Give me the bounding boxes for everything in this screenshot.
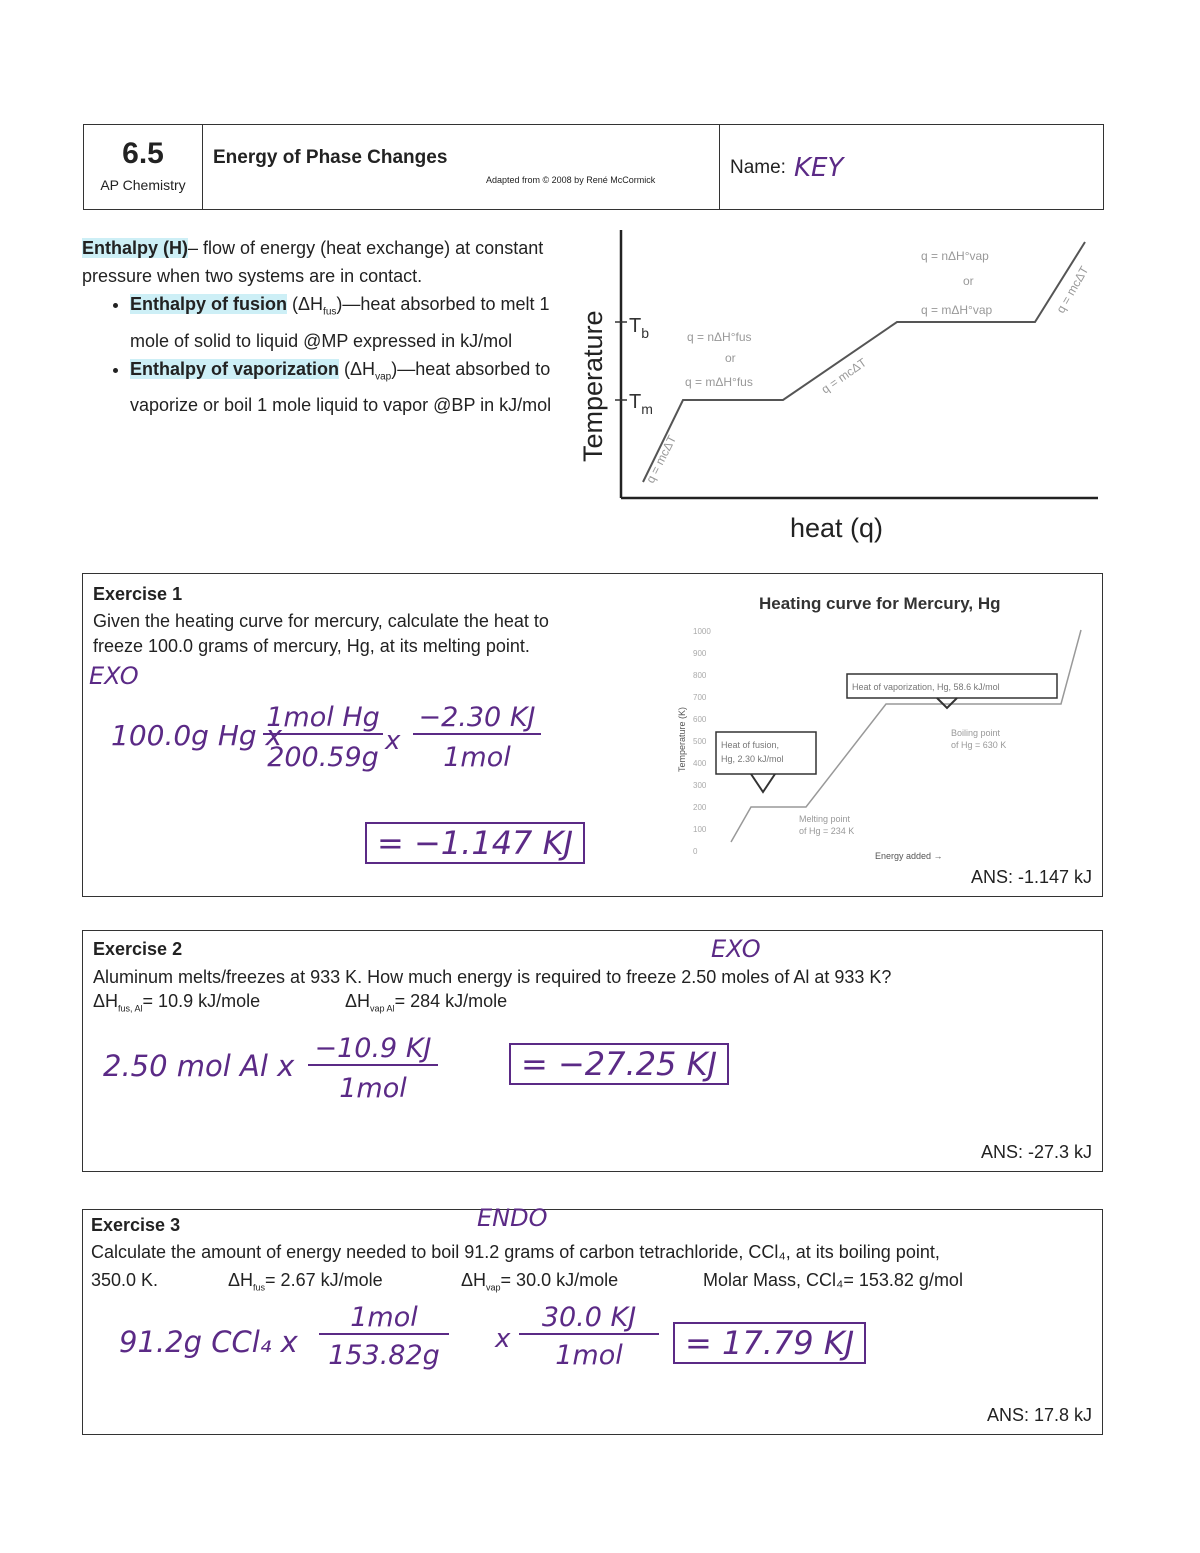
- fusion-definition: —heat absorbed to melt 1 mole of solid to liquid @MP expressed in kJ/mol: [130, 294, 550, 351]
- exercise-3-temp: 350.0 K.: [91, 1270, 159, 1290]
- header-number-cell: [84, 125, 203, 209]
- fusion-close: ): [336, 294, 343, 314]
- vaporization-term: Enthalpy of vaporization: [130, 358, 340, 379]
- mercury-y-label: Temperature (K): [677, 706, 687, 772]
- header-course: AP Chemistry: [100, 177, 186, 193]
- ex3-work-start: 91.2g CCl₄ x: [119, 1325, 298, 1359]
- tb-label: $T_b$: [629, 315, 650, 341]
- ex1-den2: 1mol: [443, 742, 511, 773]
- mercury-tick-label: 1000: [693, 627, 711, 636]
- exercise-2-answer: ANS: -27.3 kJ: [980, 1142, 1092, 1162]
- tm-label: $T_m$: [629, 391, 653, 417]
- mercury-tick-labels: [693, 627, 711, 856]
- mercury-tick-label: 300: [693, 781, 707, 790]
- mercury-tick-label: 0: [693, 847, 698, 856]
- bullet-vaporization: [130, 355, 572, 420]
- ex1-den1: 200.59g: [267, 742, 379, 773]
- fusion-term: Enthalpy of fusion: [130, 294, 287, 314]
- exercise-1-line-2: freeze 100.0 grams of mercury, Hg, at its melting point.: [93, 636, 530, 656]
- exercise-2-box: [82, 930, 1103, 1172]
- mercury-heating-curve: [671, 582, 1091, 862]
- exercise-3-endo: ENDO: [477, 1204, 548, 1232]
- exercise-3-dh-vap: $\Delta H_{vap}= 30.0$ kJ/mole: [461, 1270, 619, 1293]
- exercise-3-title: Exercise 3: [91, 1215, 181, 1235]
- ex1-result: = −1.147 KJ: [365, 822, 585, 864]
- seg-solid: q = mcΔT: [643, 432, 680, 486]
- seg-fus-1: q = nΔH°fus: [687, 330, 752, 344]
- exercise-1-answer: ANS: -1.147 kJ: [970, 867, 1092, 887]
- exercise-2-title: Exercise 2: [93, 939, 183, 959]
- vaporization-definition: —heat absorbed to vaporize or boil 1 mole liquid to vapor @BP in kJ/mol: [130, 358, 552, 416]
- exercise-3-dh-fus: $\Delta H_{fus}= 2.67$ kJ/mole: [228, 1270, 383, 1293]
- mercury-tick-label: 700: [693, 693, 707, 702]
- ex3-num1: 1mol: [319, 1302, 449, 1335]
- ex3-times: x: [495, 1324, 511, 1354]
- header-title: Energy of Phase Changes: [213, 147, 448, 168]
- seg-fus-2: q = mΔH°fus: [685, 375, 753, 389]
- fusion-sub: fus: [323, 306, 337, 318]
- vaporization-arrow: [937, 698, 957, 708]
- ex3-den2: 1mol: [555, 1340, 623, 1371]
- mercury-tick-label: 500: [693, 737, 707, 746]
- seg-or-1: or: [725, 351, 736, 365]
- enthalpy-bullets: [82, 290, 572, 419]
- exercise-3-box: [82, 1204, 1103, 1435]
- ex3-den1: 153.82g: [328, 1340, 440, 1371]
- boiling-point-line-2: of Hg = 630 K: [951, 740, 1007, 750]
- ex2-work-start: 2.50 mol Al x: [103, 1049, 295, 1083]
- fusion-arrow: [751, 774, 775, 792]
- ex3-num2: 30.0 KJ: [519, 1302, 659, 1335]
- mercury-tick-label: 400: [693, 759, 707, 768]
- melting-point-line-1: Melting point: [799, 814, 851, 824]
- exercise-2-dh-vap: $\Delta H_{vap Al}= 284$ kJ/mole: [345, 991, 508, 1014]
- name-value: KEY: [794, 153, 844, 183]
- vaporization-close: ): [391, 358, 398, 379]
- seg-vap-2: q = mΔH°vap: [921, 303, 993, 317]
- vaporization-box-text: Heat of vaporization, Hg, 58.6 kJ/mol: [852, 682, 1000, 692]
- ex2-num: −10.9 KJ: [308, 1033, 438, 1066]
- mercury-tick-label: 200: [693, 803, 707, 812]
- ex3-result: = 17.79 KJ: [673, 1322, 866, 1364]
- exercise-3-molar-mass: Molar Mass, CCl₄= 153.82 g/mol: [703, 1270, 963, 1290]
- exercise-1-line-1: Given the heating curve for mercury, calculate the heat to: [93, 611, 549, 631]
- ex1-num2: −2.30 KJ: [413, 702, 541, 735]
- name-label: Name:: [730, 157, 786, 178]
- y-axis-label: Temperature: [578, 310, 608, 462]
- ex1-times: x: [385, 726, 401, 756]
- x-axis-label: heat (q): [790, 513, 884, 543]
- exercise-3-line-1: Calculate the amount of energy needed to boil 91.2 grams of carbon tetrachloride, CCl₄, at its boiling point,: [91, 1242, 940, 1262]
- exercise-1-title: Exercise 1: [93, 584, 183, 604]
- exercise-1-box: [82, 573, 1103, 897]
- exercise-2-dh-fus: $\Delta H_{fus, Al}= 10.9$ kJ/mole: [93, 991, 261, 1014]
- ex1-num1: 1mol Hg: [263, 702, 383, 735]
- exercise-2-exo: EXO: [711, 935, 761, 963]
- seg-or-2: or: [963, 274, 974, 288]
- mercury-tick-label: 600: [693, 715, 707, 724]
- vaporization-symbol: (ΔH: [344, 358, 376, 379]
- exercise-2-line-1: Aluminum melts/freezes at 933 K. How much energy is required to freeze 2.50 moles of Al at 933 K?: [93, 967, 892, 987]
- fusion-box-line-1: Heat of fusion,: [721, 740, 780, 750]
- exercise-1-exo: EXO: [89, 662, 139, 690]
- mercury-x-label: Energy added →: [875, 851, 943, 861]
- exercise-1-prompt: [93, 609, 653, 659]
- enthalpy-term: Enthalpy (H): [82, 238, 188, 258]
- mercury-tick-label: 900: [693, 649, 707, 658]
- seg-gas: q = mcΔT: [1053, 263, 1092, 316]
- header-number: 6.5: [122, 137, 164, 170]
- header-credit: Adapted from © 2008 by René McCormick: [486, 175, 656, 185]
- mercury-tick-label: 100: [693, 825, 707, 834]
- fusion-symbol: (ΔH: [292, 294, 324, 314]
- enthalpy-definition: – flow of energy (heat exchange) at constant pressure when two systems are in contact.: [82, 238, 544, 286]
- header-title-cell: [203, 125, 720, 209]
- bullet-fusion: [130, 290, 572, 355]
- worksheet-header: [83, 124, 1104, 210]
- enthalpy-intro: [82, 234, 572, 419]
- exercise-3-answer: ANS: 17.8 kJ: [986, 1405, 1092, 1425]
- boiling-point-line-1: Boiling point: [951, 728, 1001, 738]
- mercury-chart-title: Heating curve for Mercury, Hg: [759, 594, 1001, 613]
- ex1-work-start: 100.0g Hg x: [111, 719, 283, 752]
- seg-vap-1: q = nΔH°vap: [921, 249, 989, 263]
- generic-heating-curve: [565, 222, 1110, 552]
- melting-point-line-2: of Hg = 234 K: [799, 826, 855, 836]
- fusion-box: [716, 732, 816, 774]
- vaporization-sub: vap: [375, 371, 392, 383]
- mercury-tick-label: 800: [693, 671, 707, 680]
- ex2-den: 1mol: [339, 1073, 407, 1104]
- seg-liquid: q = mcΔT: [818, 355, 870, 397]
- fusion-box-line-2: Hg, 2.30 kJ/mol: [721, 754, 784, 764]
- ex2-result: = −27.25 KJ: [509, 1043, 729, 1085]
